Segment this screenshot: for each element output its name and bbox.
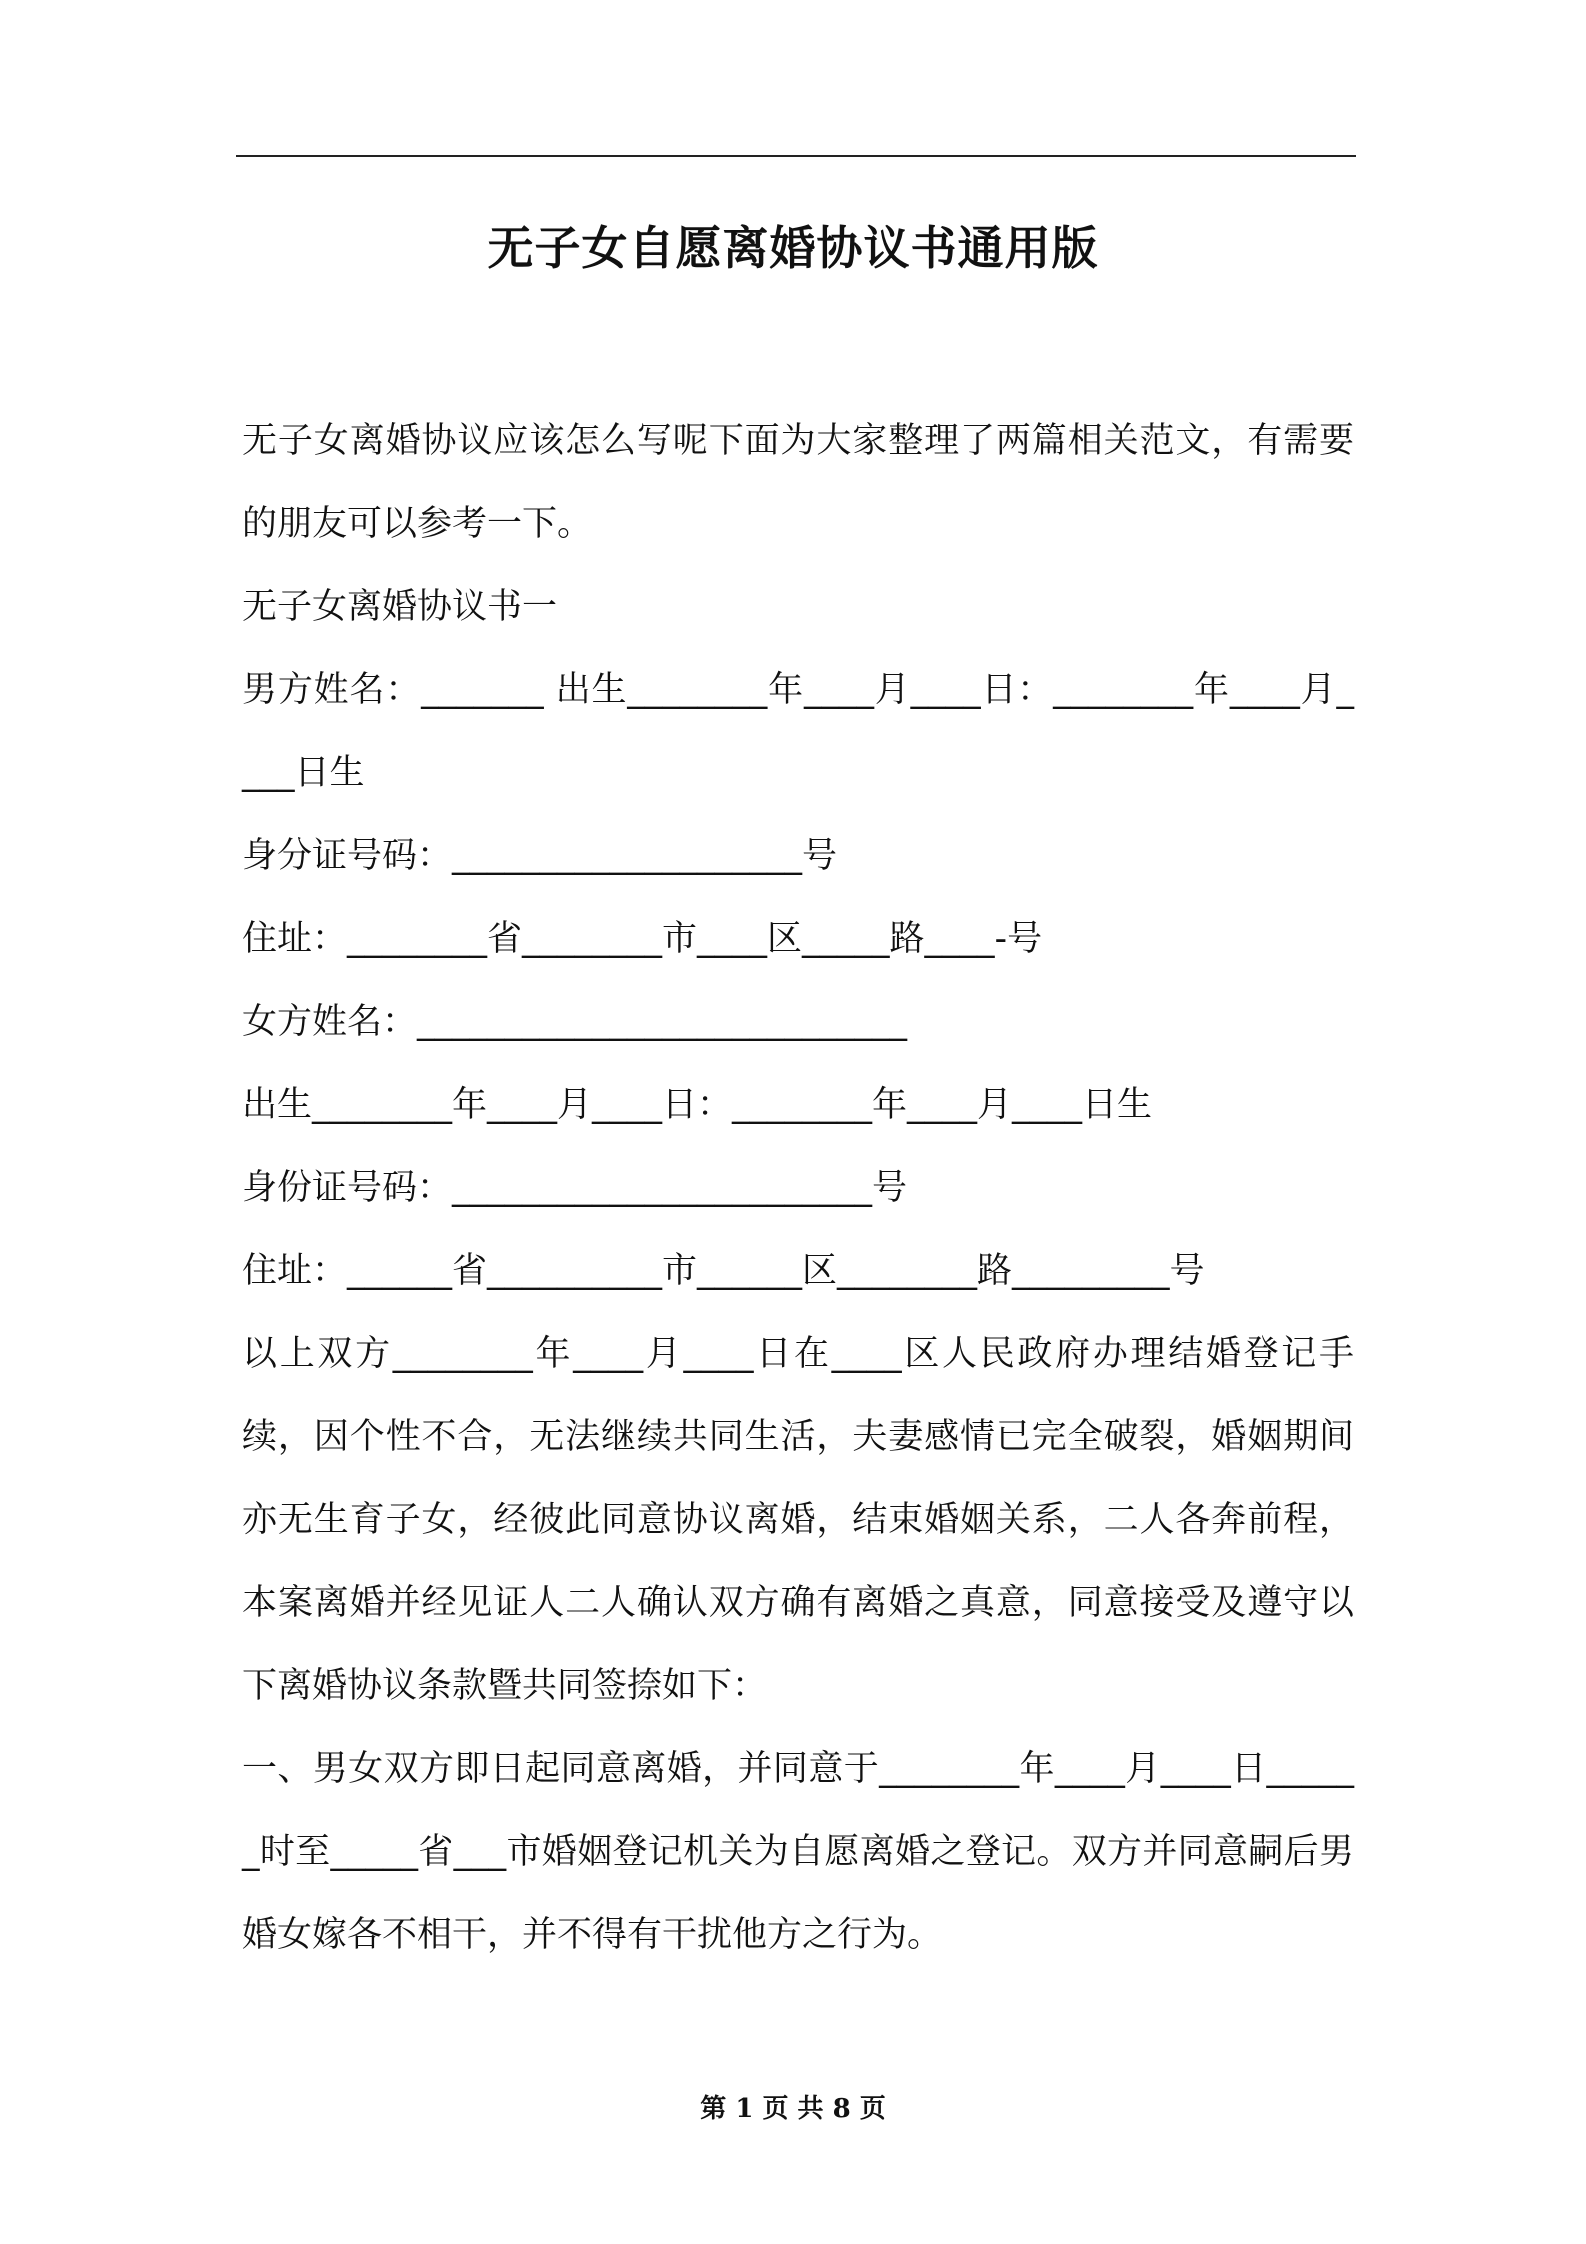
husband-address-line: 住址：________省________市____区_____路____-号 [242,919,1043,959]
document-title: 无子女自愿离婚协议书通用版 [487,221,1099,275]
husband-id-line: 身分证号码：____________________号 [242,836,838,876]
page-number: 第 1 页 共 8 页 [700,2094,886,2124]
marriage-statement-paragraph: 以上双方________年____月____日在____区人民政府办理结婚登记手续，因个性不合，无法继续共同生活，夫妻感情已完全破裂，婚姻期间亦无生育子女，经彼此同意协议离婚，结束婚姻关系，二人各奔前程，本案离婚并经见证人二人确认双方确有离婚之真意，同意接受及遵守以下离婚协议条款暨共同签捺如下： [242,1334,1354,1706]
clause-one-paragraph: 一、男女双方即日起同意离婚，并同意于________年____月____日______时至_____省___市婚姻登记机关为自愿离婚之登记。双方并同意嗣后男婚女嫁各不相干，并不得有干扰他方之行为。 [242,1749,1354,1955]
husband-name-line: 男方姓名：_______ 出生________年____月____日：________年____月____日生 [242,670,1354,793]
wife-name-line: 女方姓名：____________________________ [242,1002,908,1042]
wife-address-line: 住址：______省__________市______区________路_________号 [242,1251,1205,1291]
intro-paragraph: 无子女离婚协议应该怎么写呢下面为大家整理了两篇相关范文，有需要的朋友可以参考一下。 [242,421,1354,544]
header-rule [236,155,1356,157]
section-heading: 无子女离婚协议书一 [242,587,558,627]
document-body [242,400,1354,1977]
wife-id-line: 身份证号码：________________________号 [242,1168,908,1208]
wife-birth-line: 出生________年____月____日：________年____月____日生 [242,1085,1153,1125]
